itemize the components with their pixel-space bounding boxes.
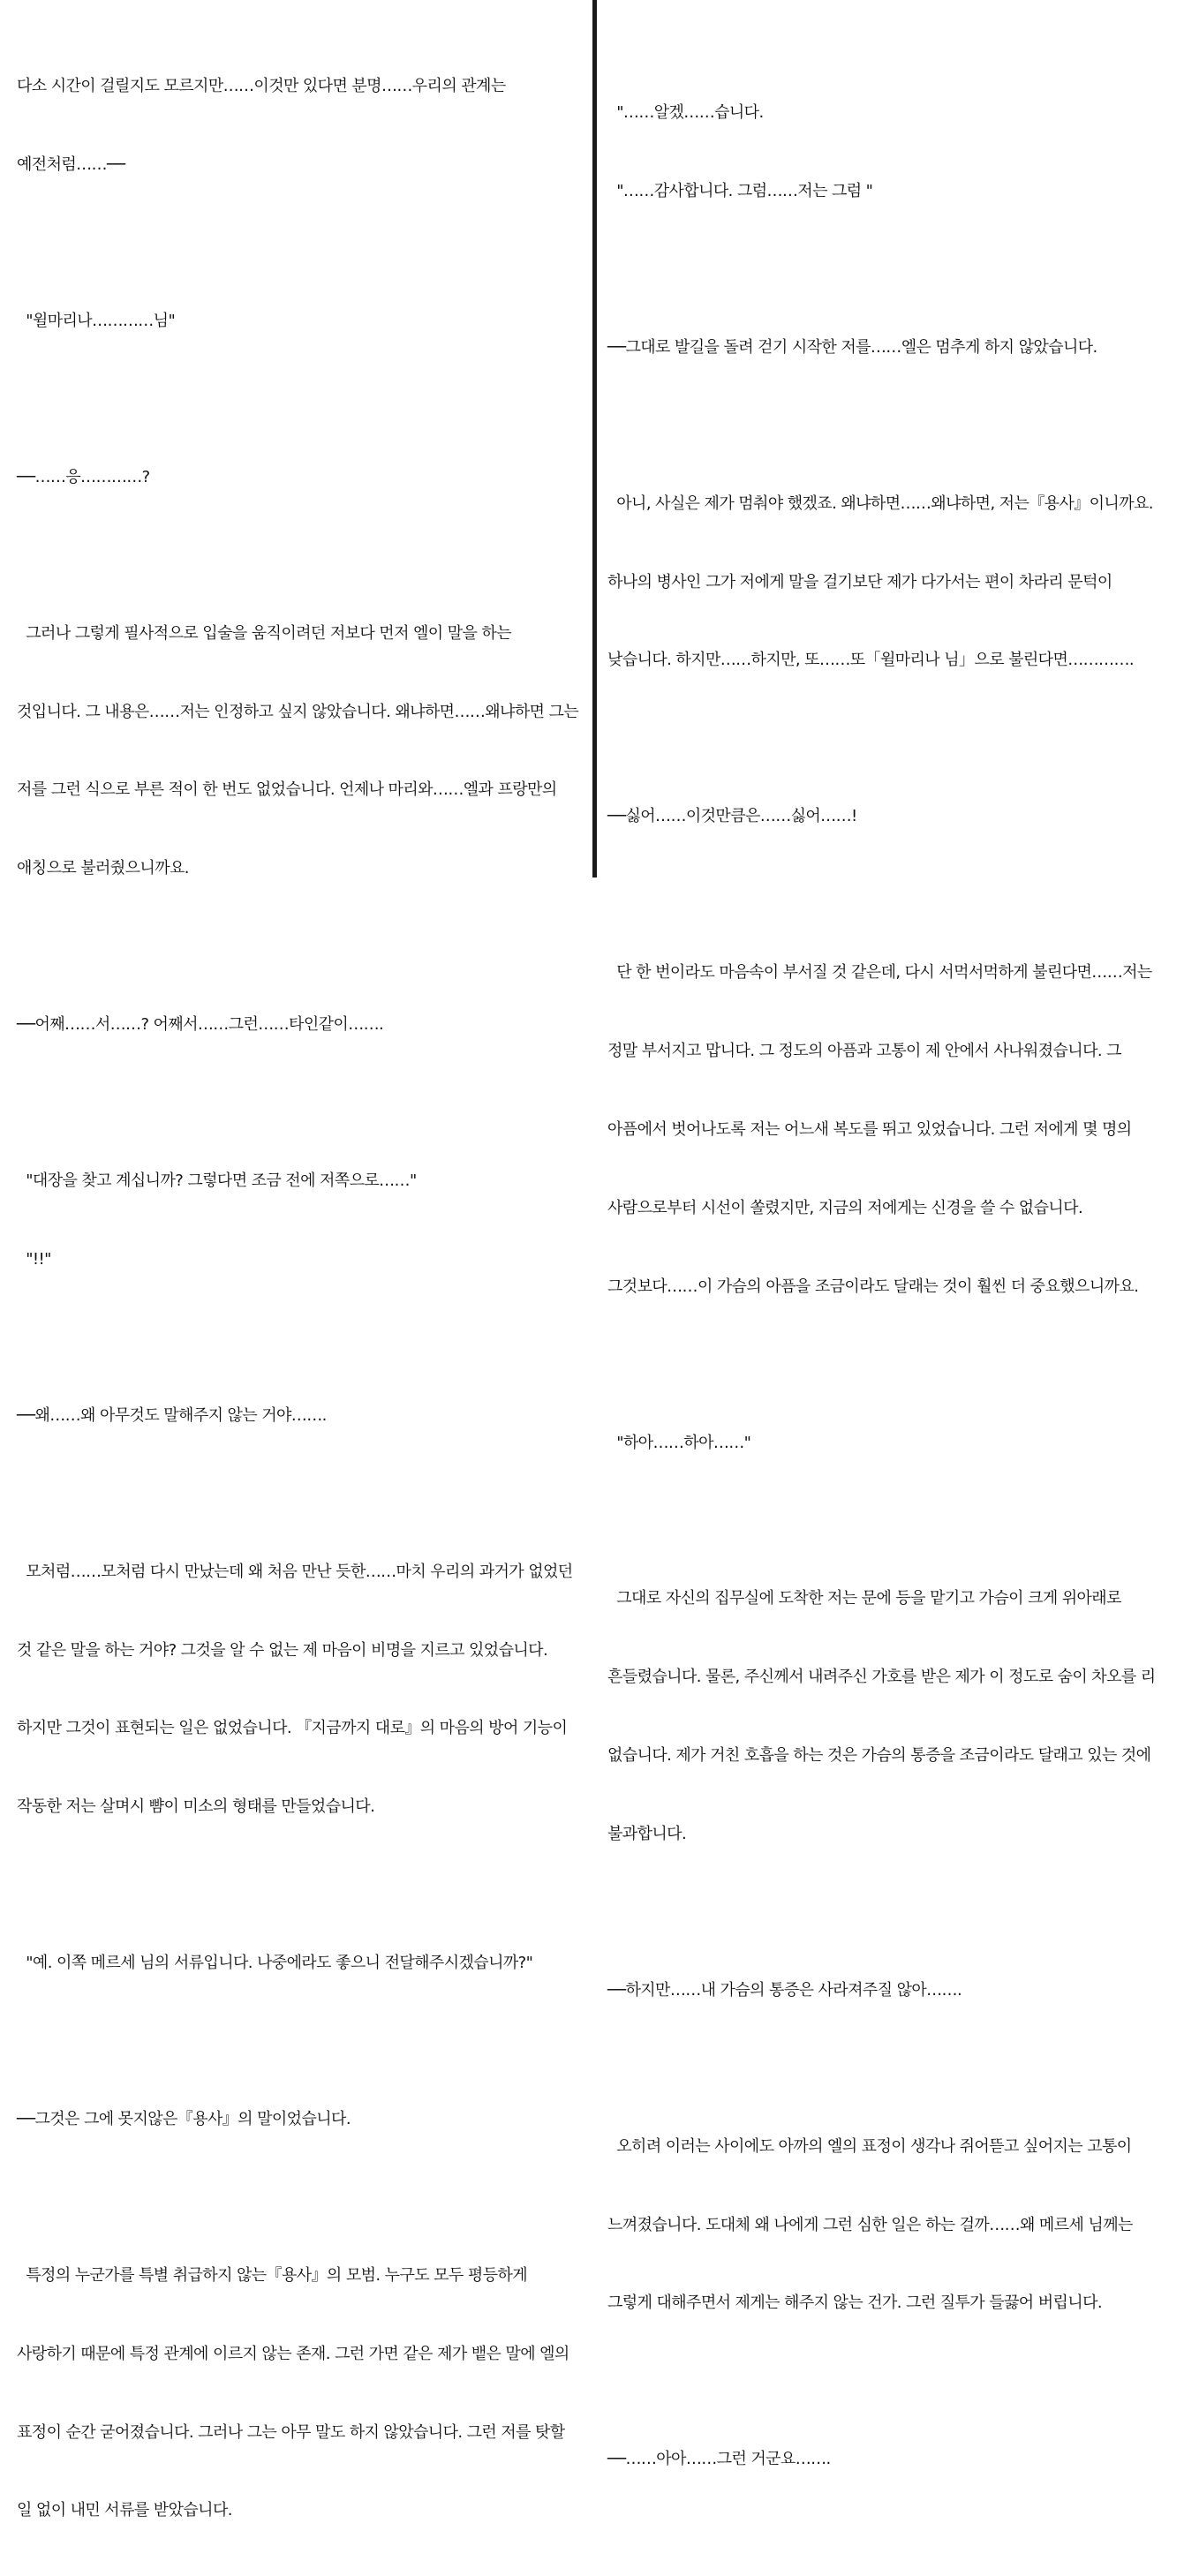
text-line: 그것보다……이 가슴의 아픔을 조금이라도 달래는 것이 훨씬 더 중요했으니까요.: [607, 1277, 1139, 1296]
left-paragraph-6: [17, 1116, 585, 1325]
text-line: 사람으로부터 시선이 쏠렸지만, 지금의 저에게는 신경을 쓸 수 없습니다.: [607, 1198, 1083, 1217]
right-page: [597, 0, 1184, 2469]
left-paragraph-3: [17, 412, 585, 543]
right-paragraph-5: [607, 908, 1175, 1352]
text-line: 것입니다. 그 내용은……저는 인정하고 싶지 않았습니다. 왜냐하면……왜냐하면 그는: [17, 702, 579, 721]
inner-monologue-line: ──……응…………?: [17, 467, 150, 486]
inner-monologue-line: ──왜……왜 아무것도 말해주지 않는 거야…….: [17, 1405, 327, 1425]
text-line: 작동한 저는 살며시 뺨이 미소의 형태를 만들었습니다.: [17, 1797, 375, 1817]
text-line: 정말 부서지고 맙니다. 그 정도의 아픔과 고통이 제 안에서 사나워졌습니다. 그: [607, 1042, 1121, 1061]
text-line: 그대로 자신의 집무실에 도착한 저는 문에 등을 맡기고 가슴이 크게 위아래로: [607, 1589, 1121, 1608]
text-line: 것 같은 말을 하는 거야? 그것을 알 수 없는 제 마음이 비명을 지르고 있었습니다.: [17, 1640, 548, 1660]
text-line: 다소 시간이 걸릴지도 모르지만……이것만 있다면 분명……우리의 관계는: [17, 77, 506, 96]
text-line: 모처럼……모처럼 다시 만났는데 왜 처음 만난 듯한……마치 우리의 과거가 없었던: [17, 1562, 573, 1581]
inner-monologue-line: ──그대로 발길을 돌려 걷기 시작한 저를……엘은 멈추게 하지 않았습니다.: [607, 337, 1097, 357]
dialogue-line: "……감사합니다. 그럼……저는 그럼 ": [607, 181, 873, 200]
inner-monologue-line: ──어째……서……? 어째서……그런……타인같이…….: [17, 1015, 384, 1035]
text-line: 불과합니다.: [607, 1824, 687, 1843]
text-line: 그렇게 대해주면서 제게는 해주지 않는 건가. 그런 질투가 들끓어 버립니다.: [607, 2294, 1102, 2313]
text-line: 아픔에서 벗어나도록 저는 어느새 복도를 뛰고 있었습니다. 그런 저에게 몇 명의: [607, 1119, 1132, 1139]
right-paragraph-3: [607, 439, 1175, 727]
text-line: 하나의 병사인 그가 저에게 말을 걸기보단 제가 다가서는 편이 차라리 문턱이: [607, 572, 1112, 591]
dialogue-line: "예. 이쪽 메르세 님의 서류입니다. 나중에라도 좋으니 전달해주시겠습니까?": [17, 1954, 533, 1973]
right-paragraph-7: [607, 1533, 1175, 1899]
left-paragraph-10: [17, 2054, 585, 2185]
inner-monologue-line: ──싫어……이것만큼은……싫어……!: [607, 807, 857, 826]
left-page: [0, 0, 592, 2520]
left-paragraph-1: [17, 21, 585, 230]
text-line: 사랑하기 때문에 특정 관계에 이르지 않는 존재. 그런 가면 같은 제가 뱉은 말에 엘의: [17, 2344, 569, 2363]
left-paragraph-5: [17, 960, 585, 1090]
text-line: 애칭으로 불러줬으니까요.: [17, 859, 189, 878]
left-paragraph-9: [17, 1898, 585, 2029]
text-line: 흔들렸습니다. 물론, 주신께서 내려주신 가호를 받은 제가 이 정도로 숨이 차오를 리: [607, 1668, 1156, 1687]
inner-monologue-line: ──하지만……내 가슴의 통증은 사라져주질 않아…….: [607, 1980, 962, 2000]
left-paragraph-2: [17, 256, 585, 387]
right-paragraph-1: [607, 48, 1175, 257]
text-line: 오히려 이러는 사이에도 아까의 엘의 표정이 생각나 쥐어뜯고 싶어지는 고통이: [607, 2136, 1132, 2156]
right-paragraph-10: [607, 2394, 1175, 2525]
right-paragraph-6: [607, 1377, 1175, 1508]
inner-monologue-line: ──그것은 그에 못지않은『용사』의 말이었습니다.: [17, 2110, 351, 2129]
text-line: 저를 그런 식으로 부른 적이 한 번도 없었습니다. 언제나 마리와……엘과 프랑만의: [17, 780, 557, 800]
dialogue-line: "하아……하아……": [607, 1433, 751, 1452]
text-line: 그러나 그렇게 필사적으로 입술을 움직이려던 저보다 먼저 엘이 말을 하는: [17, 623, 511, 643]
dialogue-line: "!!": [17, 1249, 51, 1269]
right-paragraph-9: [607, 2082, 1175, 2369]
left-paragraph-8: [17, 1507, 585, 1872]
dialogue-line: "윌마리나…………님": [17, 311, 176, 330]
right-paragraph-2: [607, 282, 1175, 413]
text-line: 표정이 순간 굳어졌습니다. 그러나 그는 아무 말도 하지 않았습니다. 그런 저를 탓할: [17, 2422, 565, 2442]
dialogue-line: "……알겠……습니다.: [607, 103, 764, 123]
text-line: 특정의 누군가를 특별 취급하지 않는『용사』의 모범. 누구도 모두 평등하게: [17, 2266, 527, 2286]
text-line: 일 없이 내민 서류를 받았습니다.: [17, 2501, 232, 2520]
right-paragraph-4: [607, 751, 1175, 882]
text-line: 느껴졌습니다. 도대체 왜 나에게 그런 심한 일은 하는 걸까……왜 메르세 님께는: [607, 2215, 1133, 2234]
text-line: 아니, 사실은 제가 멈춰야 했겠죠. 왜냐하면……왜냐하면, 저는『용사』이니까요.: [607, 493, 1153, 513]
text-line: 하지만 그것이 표현되는 일은 없었습니다. 『지금까지 대로』의 마음의 방어 기능이: [17, 1719, 568, 1738]
text-line: 없습니다. 제가 거친 호흡을 하는 것은 가슴의 통증을 조금이라도 달래고 있는 것에: [607, 1746, 1151, 1766]
left-paragraph-7: [17, 1351, 585, 1481]
left-paragraph-11: [17, 2211, 585, 2576]
dialogue-line: "대장을 찾고 계십니까? 그렇다면 조금 전에 저쪽으로……": [17, 1171, 417, 1191]
text-line: 낮습니다. 하지만……하지만, 또……또「윌마리나 님」으로 불린다면………….: [607, 651, 1134, 670]
text-line: 단 한 번이라도 마음속이 부서질 것 같은데, 다시 서먹서먹하게 불린다면……저는: [607, 963, 1152, 983]
right-paragraph-8: [607, 1925, 1175, 2056]
text-line: 예전처럼……──: [17, 154, 125, 174]
left-paragraph-4: [17, 569, 585, 934]
inner-monologue-line: ──……아아……그런 거군요…….: [607, 2450, 831, 2469]
